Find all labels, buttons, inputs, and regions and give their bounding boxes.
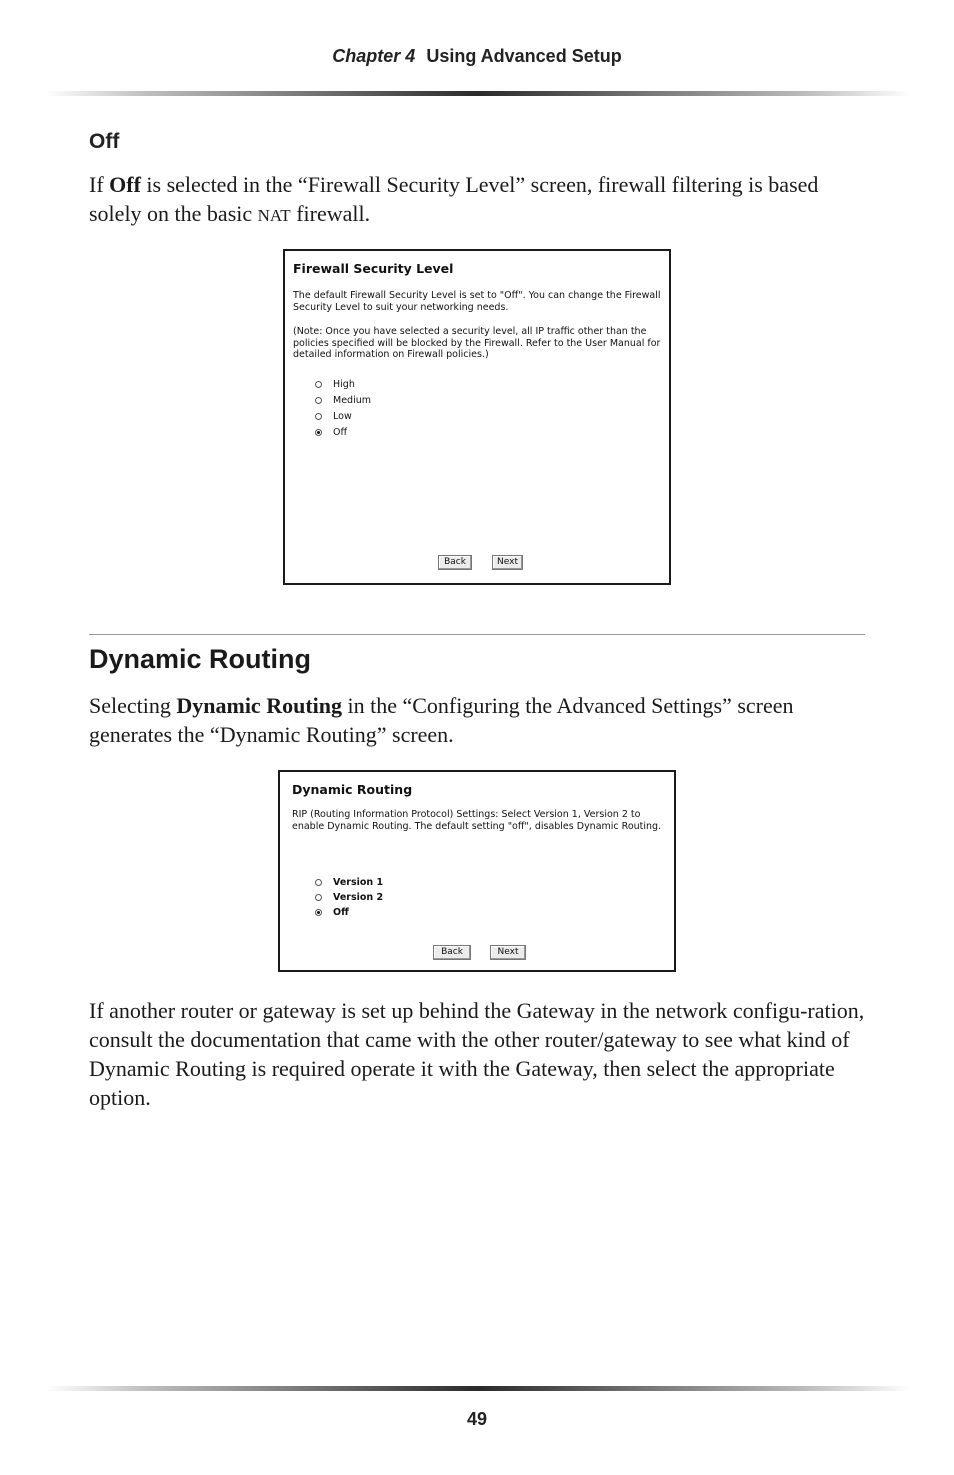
section-divider — [89, 634, 865, 635]
radio-option-medium[interactable]: Medium — [315, 395, 371, 406]
radio-option-version-2[interactable]: Version 2 — [315, 892, 383, 903]
off-heading: Off — [89, 130, 120, 153]
nat-term: NAT — [257, 206, 291, 225]
radio-button-icon[interactable] — [315, 894, 322, 901]
radio-option-off[interactable]: Off — [315, 427, 347, 438]
header-rule — [45, 91, 911, 96]
off-paragraph: If Off is selected in the “Firewall Security Level” screen, firewall filtering is based solely on the basic NAT firewall. — [89, 172, 819, 226]
routing-screen-description: RIP (Routing Information Protocol) Settings: Select Version 1, Version 2 to enable Dynamic Routing. The default setting "off", disables Dynamic Routing. — [292, 809, 662, 832]
radio-button-selected-icon[interactable] — [315, 909, 322, 916]
radio-option-off[interactable]: Off — [315, 907, 349, 918]
chapter-label: Chapter 4 — [332, 46, 416, 66]
next-button[interactable]: Next — [492, 555, 523, 570]
dynamic-routing-intro: Selecting Dynamic Routing in the “Configuring the Advanced Settings” screen generates the “Dynamic Routing” screen. — [89, 693, 794, 747]
dynamic-routing-screenshot — [278, 770, 676, 972]
dynamic-routing-heading: Dynamic Routing — [89, 644, 312, 674]
page-number: 49 — [466, 1409, 488, 1429]
off-bold-term: Off — [109, 172, 141, 197]
dynamic-routing-closing-paragraph: If another router or gateway is set up behind the Gateway in the network configu-ration, consult the documentation that came with the other router/gateway to see what kind of Dynamic Routing is required operate it with the Gateway, then select the appropriate option. — [89, 998, 865, 1110]
firewall-screen-note: (Note: Once you have selected a security level, all IP traffic other than the policies specified will be blocked by the Firewall. Refer to the User Manual for detailed information on Firewall policies.) — [293, 326, 661, 360]
routing-screen-title: Dynamic Routing — [292, 782, 413, 797]
back-button[interactable]: Back — [438, 555, 472, 570]
radio-option-low[interactable]: Low — [315, 411, 352, 422]
radio-button-icon[interactable] — [315, 879, 322, 886]
firewall-security-level-screenshot — [283, 249, 671, 585]
dynamic-routing-bold-term: Dynamic Routing — [176, 693, 342, 718]
firewall-screen-title: Firewall Security Level — [293, 261, 454, 276]
firewall-screen-description: The default Firewall Security Level is set to "Off". You can change the Firewall Security Level to suit your networking needs. — [293, 290, 661, 313]
chapter-title: Using Advanced Setup — [426, 46, 622, 66]
radio-option-version-1[interactable]: Version 1 — [315, 877, 383, 888]
radio-button-icon[interactable] — [315, 397, 322, 404]
running-header — [0, 46, 954, 67]
radio-button-icon[interactable] — [315, 413, 322, 420]
back-button[interactable]: Back — [433, 945, 471, 960]
radio-button-icon[interactable] — [315, 381, 322, 388]
next-button[interactable]: Next — [490, 945, 526, 960]
radio-option-high[interactable]: High — [315, 379, 355, 390]
footer-rule — [45, 1386, 911, 1391]
radio-button-selected-icon[interactable] — [315, 429, 322, 436]
